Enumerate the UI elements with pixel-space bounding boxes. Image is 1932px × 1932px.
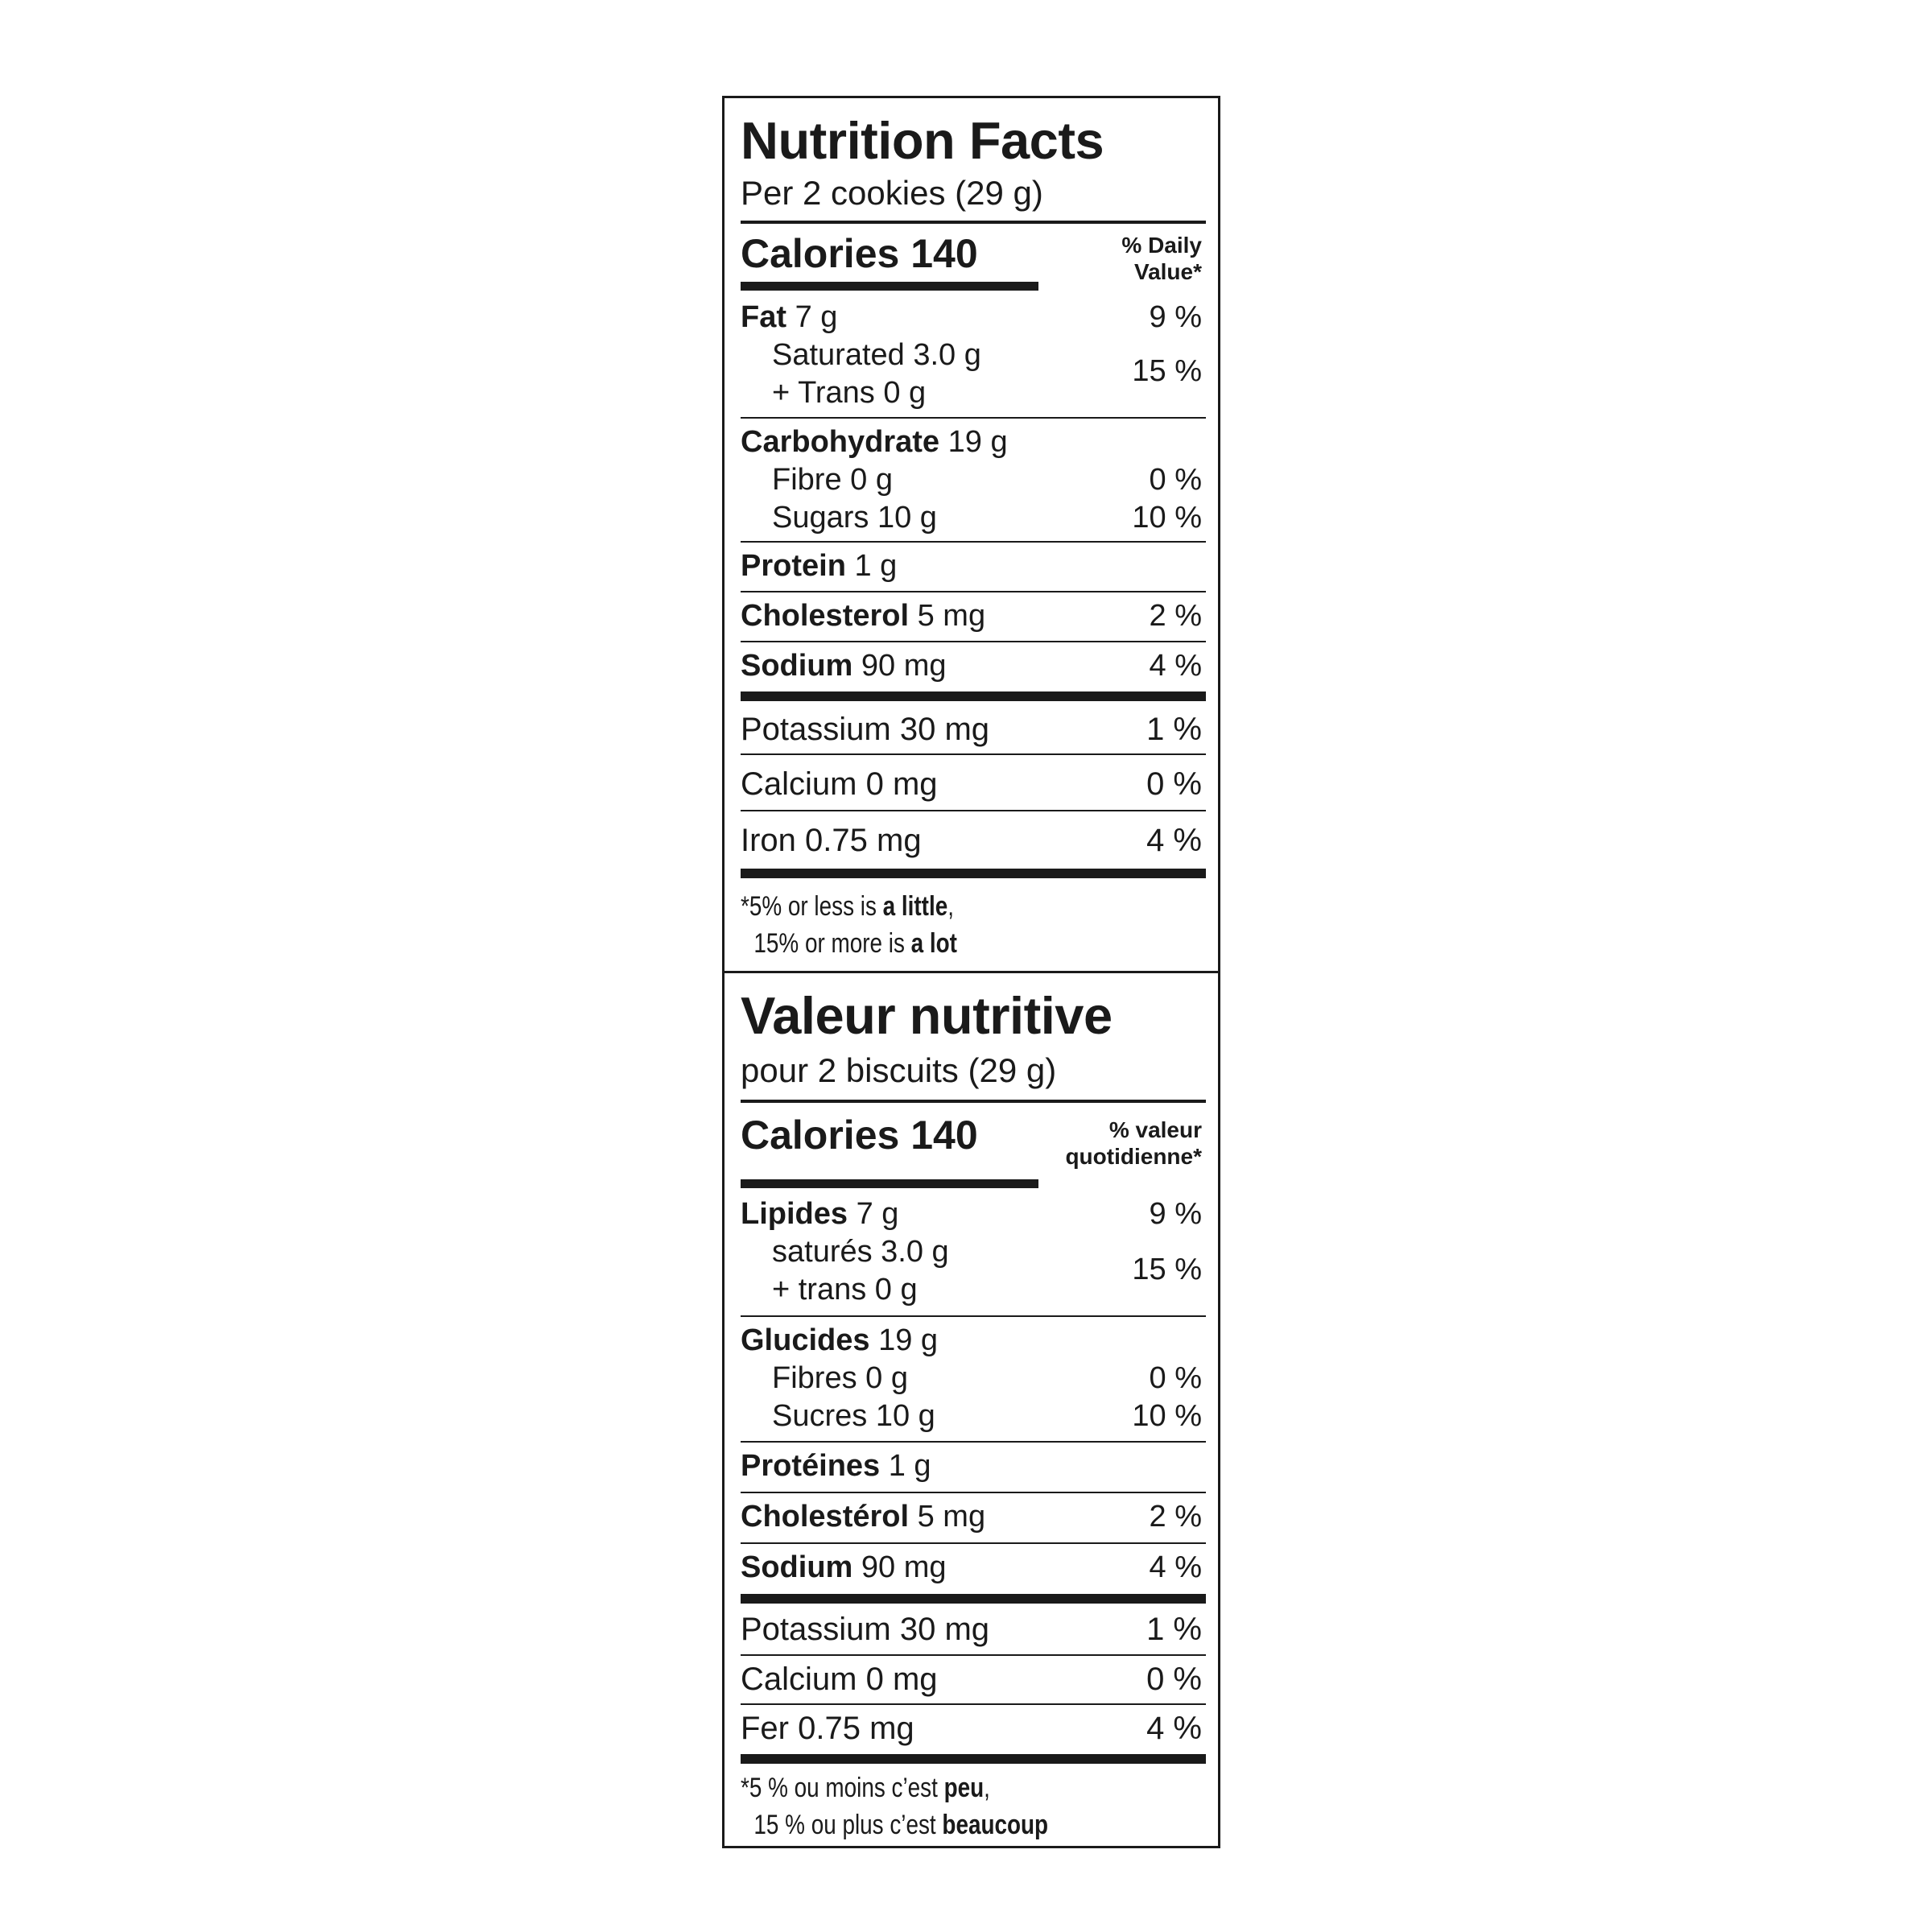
protein-row xyxy=(741,1451,931,1481)
sodium-row xyxy=(741,1552,947,1583)
cholesterol-name: Cholestérol xyxy=(741,1500,910,1534)
carb-row xyxy=(741,1325,938,1356)
sugars-row: Sugars 10 g xyxy=(772,501,937,535)
nutrition-facts-label-en xyxy=(722,96,1220,973)
calories: Calories 140 xyxy=(741,231,978,276)
divider xyxy=(741,1492,1206,1493)
iron-dv: 4 % xyxy=(1146,823,1202,858)
thick-rule xyxy=(741,869,1206,878)
divider xyxy=(741,1100,1206,1103)
footnote-line2: 15% or more is a lot xyxy=(753,927,957,959)
fat-dv: 9 % xyxy=(1149,1197,1202,1231)
nutrition-facts-label-fr xyxy=(722,971,1220,1848)
trans-row: + trans 0 g xyxy=(772,1273,918,1307)
iron-row: Fer 0.75 mg xyxy=(741,1711,914,1746)
cholesterol-row xyxy=(741,1501,985,1532)
divider xyxy=(741,1441,1206,1443)
sugars-dv: 10 % xyxy=(1132,501,1202,535)
calories-thick-rule xyxy=(741,1179,1038,1188)
fat-amount: 7 g xyxy=(795,300,838,334)
potassium-dv: 1 % xyxy=(1146,1612,1202,1647)
cholesterol-name: Cholesterol xyxy=(741,599,910,633)
sodium-dv: 4 % xyxy=(1149,649,1202,683)
sodium-amount: 90 mg xyxy=(861,1550,947,1584)
fibre-dv: 0 % xyxy=(1149,463,1202,497)
label-title: Nutrition Facts xyxy=(741,111,1104,170)
trans-row: + Trans 0 g xyxy=(772,376,927,410)
dv-header-line2: quotidienne* xyxy=(1065,1144,1202,1170)
calcium-row: Calcium 0 mg xyxy=(741,1662,938,1697)
daily-value-header xyxy=(1121,232,1202,285)
thick-rule xyxy=(741,691,1206,701)
potassium-row: Potassium 30 mg xyxy=(741,712,990,747)
protein-name: Protéines xyxy=(741,1449,881,1483)
calcium-dv: 0 % xyxy=(1146,1662,1202,1697)
protein-name: Protein xyxy=(741,549,846,583)
fat-row xyxy=(741,302,837,332)
divider xyxy=(741,1703,1206,1705)
dv-header-line2: Value* xyxy=(1133,259,1202,285)
iron-dv: 4 % xyxy=(1146,1711,1202,1746)
sodium-amount: 90 mg xyxy=(861,649,947,683)
divider xyxy=(741,810,1206,811)
sodium-name: Sodium xyxy=(741,1550,853,1584)
carb-name: Carbohydrate xyxy=(741,425,940,459)
footnote-line2: 15 % ou plus c’est beaucoup xyxy=(753,1809,1049,1840)
fat-name: Fat xyxy=(741,300,786,334)
carb-name: Glucides xyxy=(741,1323,870,1357)
sat-trans-dv: 15 % xyxy=(1132,354,1202,388)
protein-amount: 1 g xyxy=(888,1449,931,1483)
dv-header-line1: % valeur xyxy=(1108,1117,1202,1142)
potassium-row: Potassium 30 mg xyxy=(741,1612,990,1647)
calcium-dv: 0 % xyxy=(1146,766,1202,802)
footnote xyxy=(741,889,957,963)
dv-header-line1: % Daily xyxy=(1121,233,1202,258)
calcium-row: Calcium 0 mg xyxy=(741,766,938,802)
cholesterol-row xyxy=(741,601,985,631)
serving-size: pour 2 biscuits (29 g) xyxy=(741,1051,1057,1089)
cholesterol-dv: 2 % xyxy=(1149,1500,1202,1534)
thick-rule xyxy=(741,1754,1206,1764)
protein-row xyxy=(741,551,897,581)
fat-amount: 7 g xyxy=(856,1197,899,1231)
divider xyxy=(741,591,1206,592)
divider xyxy=(741,417,1206,419)
divider xyxy=(741,753,1206,755)
potassium-dv: 1 % xyxy=(1146,712,1202,747)
cholesterol-amount: 5 mg xyxy=(917,1500,986,1534)
calories-thick-rule xyxy=(741,282,1038,291)
carb-row xyxy=(741,427,1008,457)
fat-dv: 9 % xyxy=(1149,300,1202,334)
footnote xyxy=(741,1770,1048,1844)
cholesterol-dv: 2 % xyxy=(1149,599,1202,633)
divider xyxy=(741,1315,1206,1317)
fat-name: Lipides xyxy=(741,1197,848,1231)
fat-row xyxy=(741,1199,898,1229)
footnote-line1: *5 % ou moins c’est peu, xyxy=(741,1773,990,1803)
saturated-row: Saturated 3.0 g xyxy=(772,338,981,372)
divider xyxy=(741,1542,1206,1544)
carb-amount: 19 g xyxy=(878,1323,939,1357)
daily-value-header xyxy=(1065,1117,1202,1170)
sugars-row: Sucres 10 g xyxy=(772,1399,935,1433)
protein-amount: 1 g xyxy=(854,549,898,583)
sat-trans-dv: 15 % xyxy=(1132,1253,1202,1286)
thick-rule xyxy=(741,1594,1206,1604)
sodium-row xyxy=(741,650,947,681)
fibre-row: Fibre 0 g xyxy=(772,463,893,497)
label-title: Valeur nutritive xyxy=(741,986,1113,1045)
divider xyxy=(741,221,1206,224)
sodium-dv: 4 % xyxy=(1149,1550,1202,1584)
calories: Calories 140 xyxy=(741,1113,978,1158)
iron-row: Iron 0.75 mg xyxy=(741,823,922,858)
fibre-dv: 0 % xyxy=(1149,1361,1202,1395)
divider xyxy=(741,641,1206,642)
footnote-line1: *5% or less is a little, xyxy=(741,891,954,922)
fibre-row: Fibres 0 g xyxy=(772,1361,908,1395)
cholesterol-amount: 5 mg xyxy=(917,599,986,633)
serving-size: Per 2 cookies (29 g) xyxy=(741,174,1043,212)
sodium-name: Sodium xyxy=(741,649,853,683)
divider xyxy=(741,541,1206,543)
carb-amount: 19 g xyxy=(947,425,1008,459)
saturated-row: saturés 3.0 g xyxy=(772,1235,949,1269)
divider xyxy=(741,1654,1206,1656)
sugars-dv: 10 % xyxy=(1132,1399,1202,1433)
